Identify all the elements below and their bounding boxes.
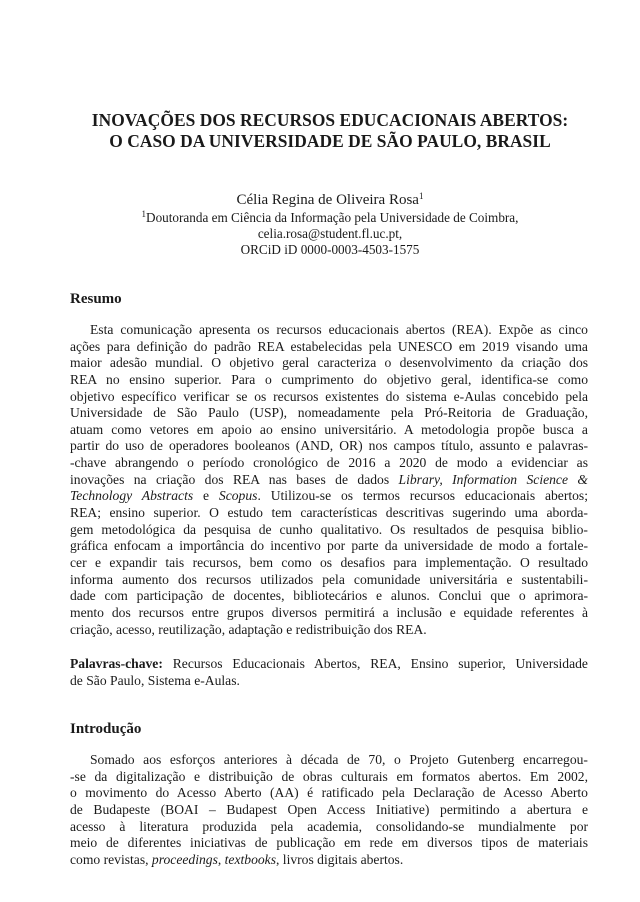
abstract-line-text: e	[193, 488, 219, 504]
abstract-line: atuam como vetores em apoio ao ensino universitário. A metodologia propõe busca a	[70, 421, 588, 437]
introduction-line-text: ,	[217, 851, 225, 867]
abstract-line: partir do uso de operadores booleanos (AND, OR) nos campos título, assunto e palavras-	[70, 438, 589, 454]
introduction-line: o movimento do Acesso Aberto (AA) é ratificado pela Declaração de Acesso Aberto	[70, 785, 588, 801]
introduction-line: de Budapeste (BOAI – Budapest Open Access Initiative) permitindo a abertura e	[70, 801, 588, 817]
introduction-heading: Introdução	[70, 721, 142, 737]
abstract-body	[70, 322, 588, 638]
introduction-line	[70, 852, 588, 869]
introduction-body	[70, 752, 588, 868]
title-line-1: INOVAÇÕES DOS RECURSOS EDUCACIONAIS ABERTOS:	[91, 110, 569, 130]
author-name: Célia Regina de Oliveira Rosa	[236, 192, 419, 208]
italic-term: textbooks	[224, 851, 276, 867]
abstract-line: mento dos recursos entre grupos diversos permitirá a inclusão e equidade referentes à	[70, 604, 589, 620]
abstract-line: objetivo específico verificar se os recursos existentes do sistema e-Aulas concebido pela	[70, 388, 589, 404]
author-affiliation: Doutoranda em Ciência da Informação pela Universidade de Coimbra,	[146, 210, 519, 225]
abstract-line: cer e expandir tais recursos, bem como os desafios para implementação. O resultado	[70, 554, 589, 570]
introduction-line: Somado aos esforços anteriores à década de 70, o Projeto Gutenberg encarregou-	[90, 752, 588, 767]
database-name-italic: Technology Abstracts	[70, 488, 194, 504]
italic-term: proceedings	[151, 851, 218, 867]
keywords-block	[70, 656, 588, 689]
keywords-line	[70, 656, 588, 673]
abstract-line: -chave abrangendo o período cronológico de 2016 a 2020 de modo a evidenciar as	[70, 455, 588, 471]
abstract-line: REA; ensino superior. O estudo tem características descritivas sugerindo uma aborda-	[70, 505, 588, 521]
introduction-line: meio de diferentes iniciativas de publicação em rede em diversos tipos de materiais	[70, 835, 589, 851]
abstract-line: gem metodológica da pesquisa de cunho qualitativo. Os resultados de pesquisa biblio-	[70, 521, 588, 537]
introduction-line: acesso à literatura produzida pela academia, consolidando-se mundialmente por	[70, 818, 589, 834]
abstract-line: criação, acesso, reutilização, adaptação e redistribuição dos REA.	[70, 621, 427, 637]
paper-title	[60, 110, 600, 152]
abstract-line: ações para definição do padrão REA estabelecidas pela UNESCO em 2019 visando uma	[70, 338, 588, 354]
introduction-line-text: , livros digitais abertos.	[276, 851, 404, 867]
abstract-line: informa aumento dos recursos utilizados pela comunidade universitária e sustentabili-	[70, 571, 588, 587]
abstract-heading: Resumo	[70, 291, 122, 307]
keywords-text: Recursos Educacionais Abertos, REA, Ensino superior, Universidade	[162, 656, 588, 671]
introduction-line: -se da digitalização e distribuição de obras culturais em formatos abertos. Em 2002,	[70, 768, 589, 784]
author-affiliation-line	[60, 210, 600, 226]
author-orcid: ORCiD iD 0000-0003-4503-1575	[240, 242, 420, 257]
introduction-line-text: como revistas,	[70, 851, 152, 867]
abstract-line: gráfica enfocam a importância do incentivo por parte da universidade de modo a fortale-	[70, 538, 589, 554]
abstract-line: REA no ensino superior. Para o cumprimento do objetivo geral, identifica-se como	[70, 371, 589, 387]
abstract-line	[70, 488, 588, 505]
abstract-line: maior adesão mundial. O objetivo geral caracteriza o desenvolvimento da criação dos	[70, 355, 589, 371]
abstract-line: Esta comunicação apresenta os recursos educacionais abertos (REA). Expõe as cinco	[90, 322, 588, 337]
author-email: celia.rosa@student.fl.uc.pt,	[257, 226, 403, 241]
abstract-line: Universidade de São Paulo (USP), nomeadamente pela Pró-Reitoria de Graduação,	[70, 405, 589, 421]
keywords-line: de São Paulo, Sistema e-Aulas.	[70, 672, 240, 688]
author-block	[60, 190, 600, 258]
abstract-line: dade com participação de docentes, bibliotecários e alunos. Conclui que o aprimora-	[70, 588, 589, 604]
database-name-italic: Library, Information Science &	[398, 471, 588, 487]
author-name-line	[60, 190, 600, 210]
abstract-line-text: inovações na criação dos REA nas bases de dados	[70, 471, 399, 487]
abstract-line	[70, 472, 588, 489]
database-name-italic: Scopus	[218, 488, 258, 504]
title-line-2: O CASO DA UNIVERSIDADE DE SÃO PAULO, BRASIL	[109, 131, 551, 151]
author-footnote-marker: 1	[418, 191, 424, 201]
abstract-line-text: . Utilizou-se os termos recursos educacionais abertos;	[257, 488, 588, 504]
affiliation-footnote-marker: 1	[141, 209, 147, 219]
keywords-label: Palavras-chave:	[70, 656, 163, 671]
